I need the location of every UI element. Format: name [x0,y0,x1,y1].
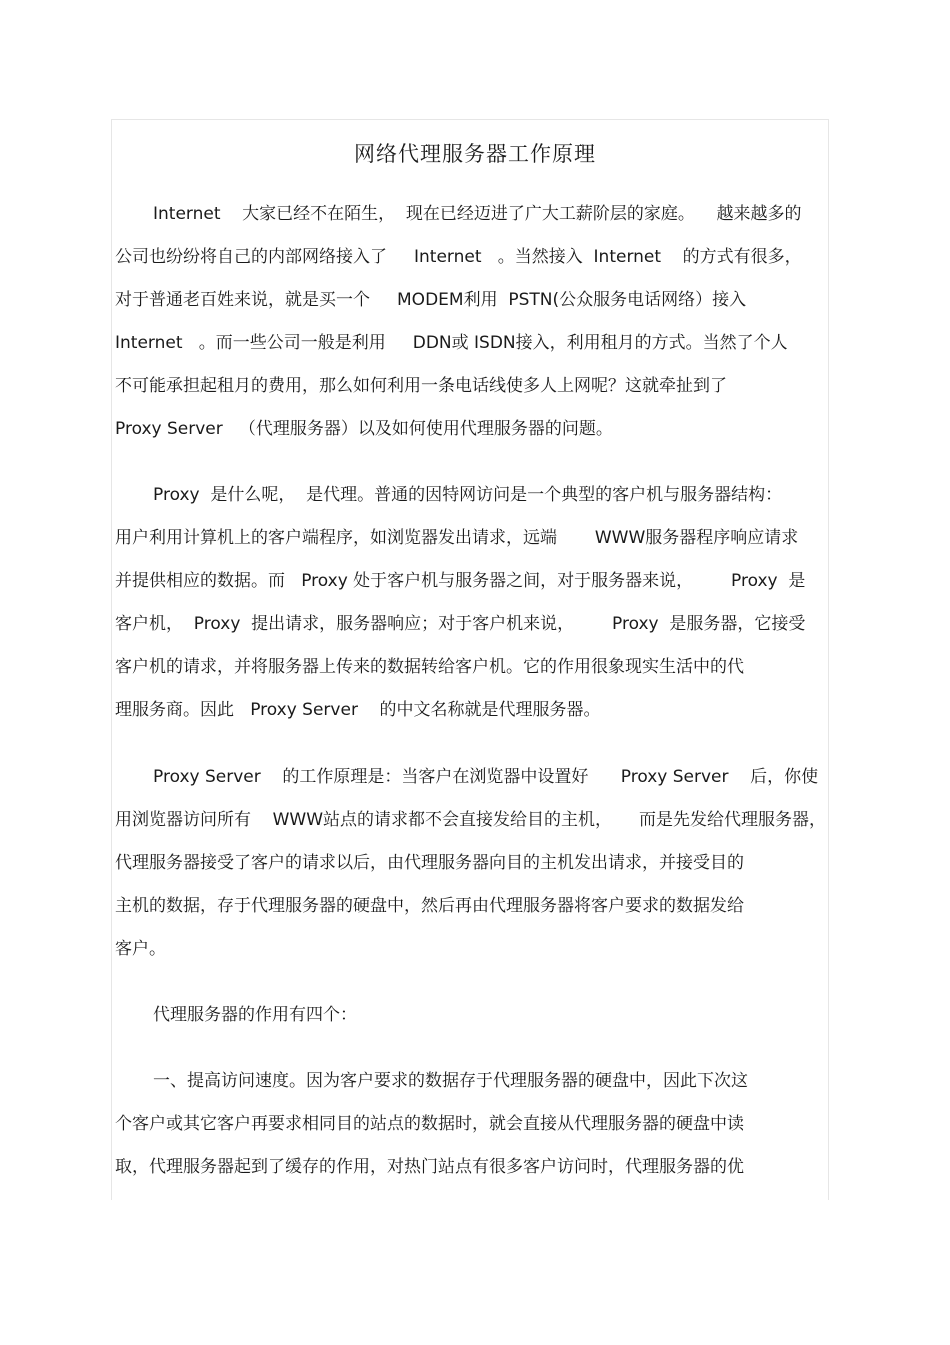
paragraph-line: 用户利用计算机上的客户端程序，如浏览器发出请求，远端 WWW服务器程序响应请求 [115,528,799,548]
paragraph-line: Proxy Server 的工作原理是：当客户在浏览器中设置好 Proxy Server 后，你使 [153,767,819,787]
document-title: 网络代理服务器工作原理 [354,142,596,166]
paragraph-line: 一、提高访问速度。因为客户要求的数据存于代理服务器的硬盘中，因此下次这 [153,1071,748,1091]
paragraph-line: 客户机的请求，并将服务器上传来的数据转给客户机。它的作用很象现实生活中的代 [115,657,744,677]
paragraph-line: 代理服务器接受了客户的请求以后，由代理服务器向目的主机发出请求，并接受目的 [115,853,744,873]
paragraph-line: 取，代理服务器起到了缓存的作用，对热门站点有很多客户访问时，代理服务器的优 [115,1157,744,1177]
paragraph-line: 代理服务器的作用有四个： [153,1005,357,1025]
paragraph-line: 并提供相应的数据。而 Proxy 处于客户机与服务器之间，对于服务器来说， Proxy 是 [115,571,806,591]
paragraph-line: 个客户或其它客户再要求相同目的站点的数据时，就会直接从代理服务器的硬盘中读 [115,1114,744,1134]
paragraph-line: 主机的数据，存于代理服务器的硬盘中，然后再由代理服务器将客户要求的数据发给 [115,896,744,916]
paragraph-line: Internet 。而一些公司一般是利用 DDN或 ISDN接入，利用租月的方式。当然了个人 [115,333,788,353]
paragraph-line: 公司也纷纷将自己的内部网络接入了 Internet 。当然接入 Internet 的方式有很多， [115,247,802,267]
paragraph-line: 对于普通老百姓来说，就是买一个 MODEM利用 PSTN(公众服务电话网络）接入 [115,290,747,310]
paragraph-line: 不可能承担起租月的费用，那么如何利用一条电话线使多人上网呢？这就牵扯到了 [115,376,727,396]
paragraph-line: 客户。 [115,939,166,959]
paragraph-line: Proxy Server （代理服务器）以及如何使用代理服务器的问题。 [115,419,613,439]
paragraph-line: 用浏览器访问所有 WWW站点的请求都不会直接发给目的主机， 而是先发给代理服务器， [115,810,827,830]
paragraph-line: Proxy 是什么呢， 是代理。普通的因特网访问是一个典型的客户机与服务器结构： [153,485,783,505]
paragraph-line: 理服务商。因此 Proxy Server 的中文名称就是代理服务器。 [115,700,601,720]
paragraph-line: Internet 大家已经不在陌生， 现在已经迈进了广大工薪阶层的家庭。 越来越多的 [153,204,802,224]
paragraph-line: 客户机， Proxy 提出请求，服务器响应；对于客户机来说， Proxy 是服务器，它接受 [115,614,806,634]
